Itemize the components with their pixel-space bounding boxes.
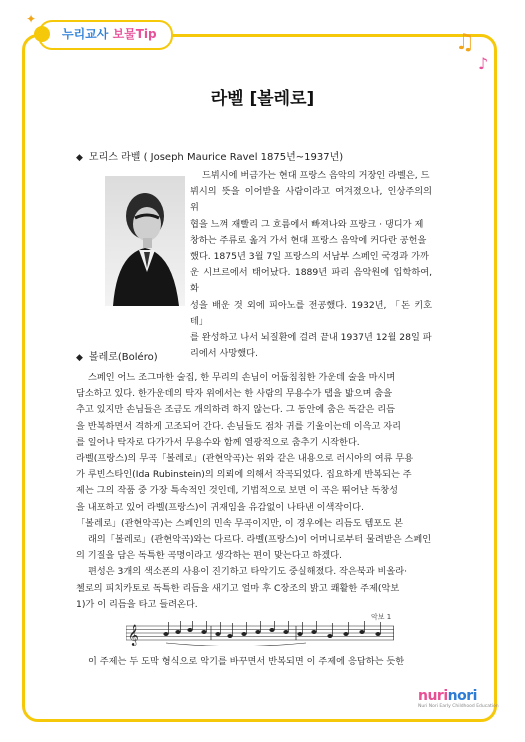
final-line: 이 주제는 두 도막 형식으로 악기를 바꾸면서 반복되면 이 주제에 응답하는 듯한: [88, 656, 405, 667]
section2-heading: [76, 348, 158, 363]
nurinori-logo: nurinori: [418, 688, 477, 704]
section1-line: 성을 배운 것 외에 피아노를 전공했다. 1932년, 「돈 키호테」: [190, 299, 432, 327]
badge-part2: 보물Tip: [112, 27, 157, 41]
section2-line: 가 루빈스타인(Ida Rubinstein)의 의뢰에 의해서 작곡되었다. 집요하게 반복되는 주: [76, 469, 412, 481]
section2-line: 스페인 어느 조그마한 술집, 한 무리의 손님이 어둡침침한 가운데 술을 마시며: [88, 372, 396, 383]
badge-dot-icon: [34, 26, 50, 42]
section1-line: 뷔시의 뜻을 이어받을 사람이라고 여겨졌으나, 인상주의의 위: [190, 186, 432, 214]
section1-heading-text: 모리스 라벨 ( Joseph Maurice Ravel 1875년~1937년): [88, 152, 344, 163]
section2-line: 「볼레로」(관현악곡)는 스페인의 민속 무곡이지만, 이 경우에는 리듬도 템포도 본: [76, 517, 403, 529]
section2-body: [76, 370, 432, 613]
section1-line: 를 완성하고 나서 뇌질환에 걸려 끝내 1937년 12월 28일 파: [190, 332, 432, 344]
section2-line: 편성은 3개의 색소폰의 사용이 진기하고 타악기도 중실해졌다. 작은북과 비올라·: [88, 566, 408, 578]
section2-line: 담소하고 있다. 한가운데의 탁자 위에서는 한 사람의 무용수가 탭을 밟으며 춤을: [76, 388, 393, 400]
section1-body: [190, 168, 432, 362]
logo-subtitle: Nuri Nori Early Childhood Education: [418, 704, 499, 709]
badge-part1: 누리교사: [62, 27, 109, 41]
section2-line: 을 반복하면서 격하게 고조되어 간다. 손님들도 점차 귀를 기울이는데 이윽고 자리: [76, 420, 402, 432]
section2-line: 1)가 이 리듬을 타고 들려온다.: [76, 598, 198, 610]
section2-line: 의 기질을 담은 독특한 곡명이라고 생각하는 편이 맞는다고 하겠다.: [76, 550, 342, 562]
section2-line: 첼로의 피치카토로 독특한 리듬을 새기고 얼마 후 C장조의 밝고 쾌활한 주제(악보: [76, 582, 400, 594]
section2-line: 을 내포하고 있어 라벨(프랑스)이 귀재임을 유감없이 나타낸 이색작이다.: [76, 501, 364, 513]
section2-line: 를 일어나 탁자로 다가가서 무용수와 함께 열광적으로 춤추기 시작한다.: [76, 436, 360, 448]
diamond-bullet-icon: ◆: [76, 153, 83, 163]
section1-line: 리에서 사망했다.: [190, 348, 258, 360]
diamond-bullet-icon: ◆: [76, 353, 83, 363]
music-note-small-icon: ♪: [478, 54, 489, 73]
svg-text:𝄞: 𝄞: [128, 625, 139, 646]
section2-line: 추고 있지만 손님들은 조금도 개의하려 하지 않는다. 그 동안에 춤은 독같은 리듬: [76, 404, 396, 416]
section1-line: 운 시브르에서 태어났다. 1889년 파리 음악원에 입학하여, 화: [190, 267, 432, 295]
music-note-icon: ♫: [455, 30, 475, 55]
tip-badge: [38, 20, 173, 50]
section2-line: 래의「볼레로」(관현악곡)와는 다르다. 라벨(프랑스)이 어머니로부터 물려받은 스페인: [88, 534, 432, 546]
score-label: 악보 1: [371, 613, 392, 621]
section2-line: 제는 그의 작품 중 가장 특속적인 것인데, 기법적으로 보면 이 곡은 뛰어난 독창성: [76, 485, 398, 497]
section2-heading-text: 볼레로(Boléro): [88, 352, 158, 363]
section1-line: 했다. 1875년 3월 7일 프랑스의 서남부 스페인 국경과 가까: [190, 251, 429, 263]
section1-line: 드뷔시에 버금가는 현대 프랑스 음악의 거장인 라벨은, 드: [202, 170, 430, 181]
star-icon: ✦: [26, 12, 37, 26]
page-title: 라벨 [볼레로]: [210, 89, 315, 109]
musical-score: [126, 620, 394, 650]
section1-heading: [76, 148, 343, 163]
section1-line: 창하는 주류로 옮겨 가서 현대 프랑스 음악에 커다란 공헌을: [190, 234, 427, 246]
ravel-portrait: [105, 176, 185, 306]
section2-line: 라벨(프랑스)의 무곡「볼레로」(관현악곡)는 위와 같은 내용으로 러시아의 여류 무용: [76, 453, 414, 465]
section1-line: 협을 느껴 재빨리 그 흐름에서 빠져나와 프랑크 · 댕디가 제: [190, 218, 424, 230]
